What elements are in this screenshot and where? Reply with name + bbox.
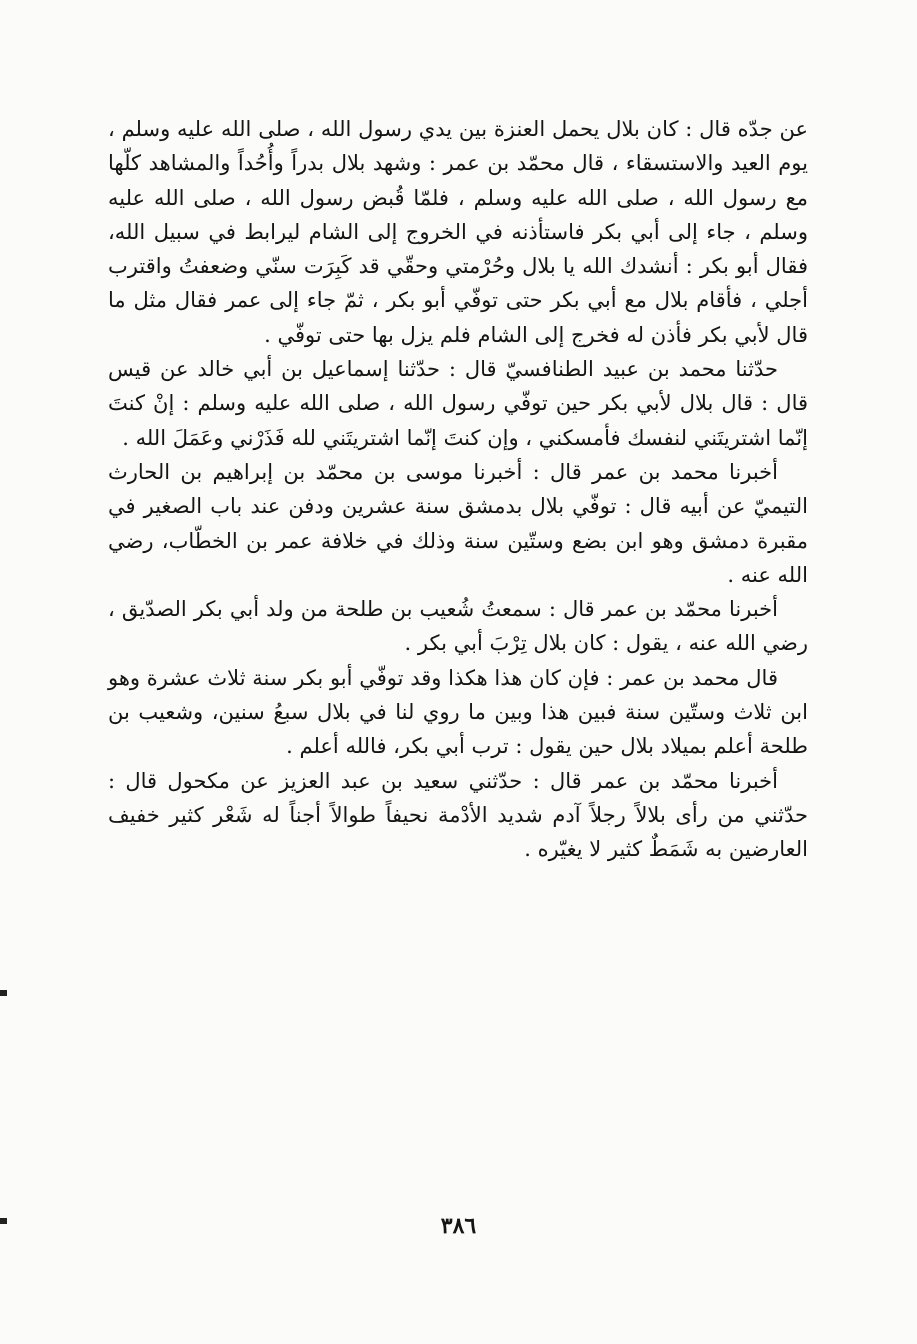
paragraph-6: أخبرنا محمّد بن عمر قال : حدّثني سعيد بن عبد العزيز عن مكحول قال : حدّثني من رأى بلالاً رجلاً آدم شديد الأدْمة نحيفاً طوالاً أجناً له شَعْر كثير خفيف العارضين به شَمَطٌ كثير لا يغيّره . — [108, 768, 808, 862]
scan-edge-mark — [0, 990, 7, 996]
paragraph-2: حدّثنا محمد بن عبيد الطنافسيّ قال : حدّثنا إسماعيل بن أبي خالد عن قيس قال : قال بلال لأبي بكر حين توفّي رسول الله ، صلى الله عليه وسلم : إنْ كنتَ إنّما اشتريتَني لنفسك فأمسكني ، وإن كنتَ إنّما اشتريتَني لله فَذَرْني وعَمَلَ الله . — [108, 357, 808, 450]
paragraph-1: عن جدّه قال : كان بلال يحمل العنزة بين يدي رسول الله ، صلى الله عليه وسلم ، يوم العيد والاستسقاء ، قال محمّد بن عمر : وشهد بلال بدراً وأُحُداً والمشاهد كلّها مع رسول الله ، صلى الله عليه وسلم ، فلمّا قُبض رسول الله ، صلى الله عليه وسلم ، جاء إلى أبي بكر فاستأذنه في الخروج إلى الشام ليرابط في سبيل الله، فقال أبو بكر : أنشدك الله يا بلال وحُرْمتي وحقّي قد كَبِرَت سنّي وضعفتُ واقترب أجلي ، فأقام بلال مع أبي بكر حتى توفّي أبو بكر ، ثمّ جاء إلى عمر فقال مثل ما قال لأبي بكر فأذن له فخرج إلى الشام فلم يزل بها حتى توفّي . — [108, 117, 808, 347]
scan-edge-mark — [0, 1218, 7, 1224]
body-text — [108, 112, 808, 867]
paragraph-4: أخبرنا محمّد بن عمر قال : سمعتُ شُعيب بن طلحة من ولد أبي بكر الصدّيق ، رضي الله عنه ، يقول : كان بلال تِرْبَ أبي بكر . — [108, 597, 808, 656]
page-number: ٣٨٦ — [440, 1213, 477, 1239]
paragraph-5: قال محمد بن عمر : فإن كان هذا هكذا وقد توفّي أبو بكر سنة ثلاث عشرة وهو ابن ثلاث وستّين سنة فبين هذا وبين ما روي لنا في بلال سبعُ سنين، وشعيب بن طلحة أعلم بميلاد بلال حين يقول : ترب أبي بكر، فالله أعلم . — [108, 665, 808, 759]
paragraph-3: أخبرنا محمد بن عمر قال : أخبرنا موسى بن محمّد بن إبراهيم بن الحارث التيميّ عن أبيه قال : توفّي بلال بدمشق سنة عشرين ودفن عند باب الصغير في مقبرة دمشق وهو ابن بضع وستّين سنة وذلك في خلافة عمر بن الخطّاب، رضي الله عنه . — [108, 459, 808, 587]
